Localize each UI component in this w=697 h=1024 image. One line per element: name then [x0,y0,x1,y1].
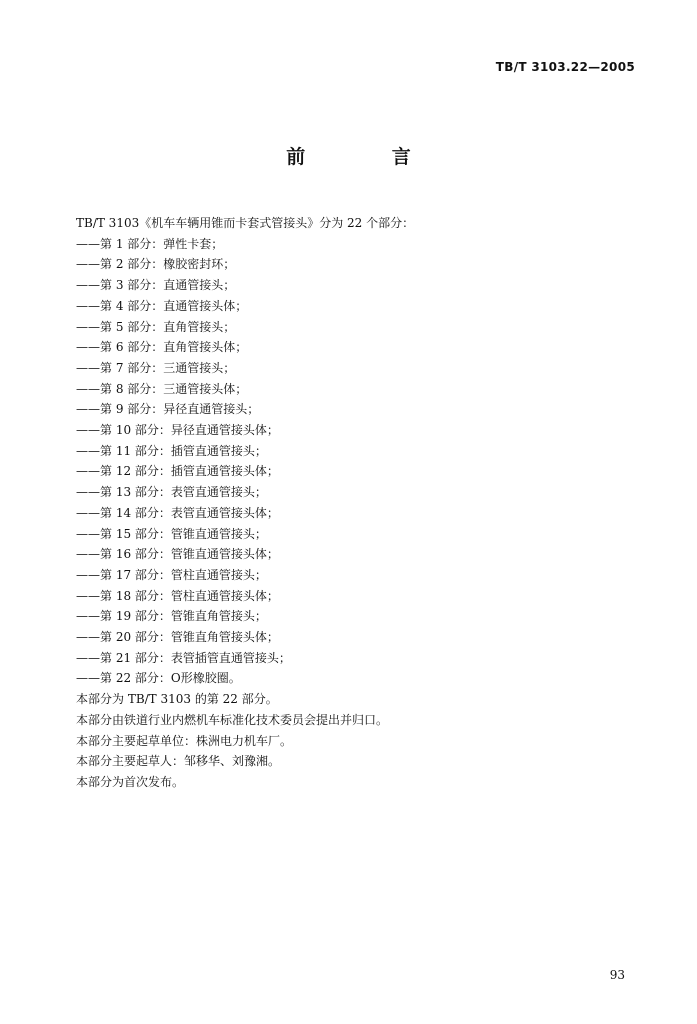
closing-list [76,689,636,793]
part-list-item: ——第 16 部分：管锥直通管接头体； [76,547,279,562]
part-list-item: ——第 8 部分：三通管接头体； [76,381,248,396]
closing-statement: 本部分主要起草人：邹移华、刘豫湘。 [76,754,281,769]
standard-number: TB/T 3103.22—2005 [495,60,635,74]
closing-statement: 本部分为首次发布。 [76,774,185,789]
parts-list [76,234,636,689]
page-number: 93 [609,968,625,982]
part-list-item: ——第 2 部分：橡胶密封环； [76,257,236,272]
part-list-item: ——第 14 部分：表管直通管接头体； [76,505,279,520]
part-list-item: ——第 13 部分：表管直通管接头； [76,485,267,500]
part-list-item: ——第 20 部分：管锥直角管接头体； [76,630,279,645]
part-list-item: ——第 5 部分：直角管接头； [76,319,236,334]
part-list-item: ——第 19 部分：管锥直角管接头； [76,609,267,624]
part-list-item: ——第 10 部分：异径直通管接头体； [76,423,279,438]
intro-line: TB/T 3103《机车车辆用锥而卡套式管接头》分为 22 个部分： [76,216,415,230]
part-list-item: ——第 15 部分：管锥直通管接头； [76,526,267,541]
part-list-item: ——第 22 部分：O形橡胶圈。 [76,671,241,686]
foreword-body [76,213,636,793]
part-list-item: ——第 21 部分：表管插管直通管接头； [76,650,291,665]
closing-statement: 本部分主要起草单位：株洲电力机车厂。 [76,733,293,748]
part-list-item: ——第 12 部分：插管直通管接头体； [76,464,279,479]
page-title: 前 言 [286,146,451,168]
closing-statement: 本部分由铁道行业内燃机车标准化技术委员会提出并归口。 [76,712,389,727]
part-list-item: ——第 17 部分：管柱直通管接头； [76,567,267,582]
closing-statement: 本部分为 TB/T 3103 的第 22 部分。 [76,692,278,707]
part-list-item: ——第 1 部分：弹性卡套； [76,236,224,251]
part-list-item: ——第 9 部分：异径直通管接头； [76,402,260,417]
part-list-item: ——第 4 部分：直通管接头体； [76,298,248,313]
part-list-item: ——第 18 部分：管柱直通管接头体； [76,588,279,603]
part-list-item: ——第 6 部分：直角管接头体； [76,340,248,355]
part-list-item: ——第 11 部分：插管直通管接头； [76,443,267,458]
part-list-item: ——第 7 部分：三通管接头； [76,360,236,375]
part-list-item: ——第 3 部分：直通管接头； [76,278,236,293]
